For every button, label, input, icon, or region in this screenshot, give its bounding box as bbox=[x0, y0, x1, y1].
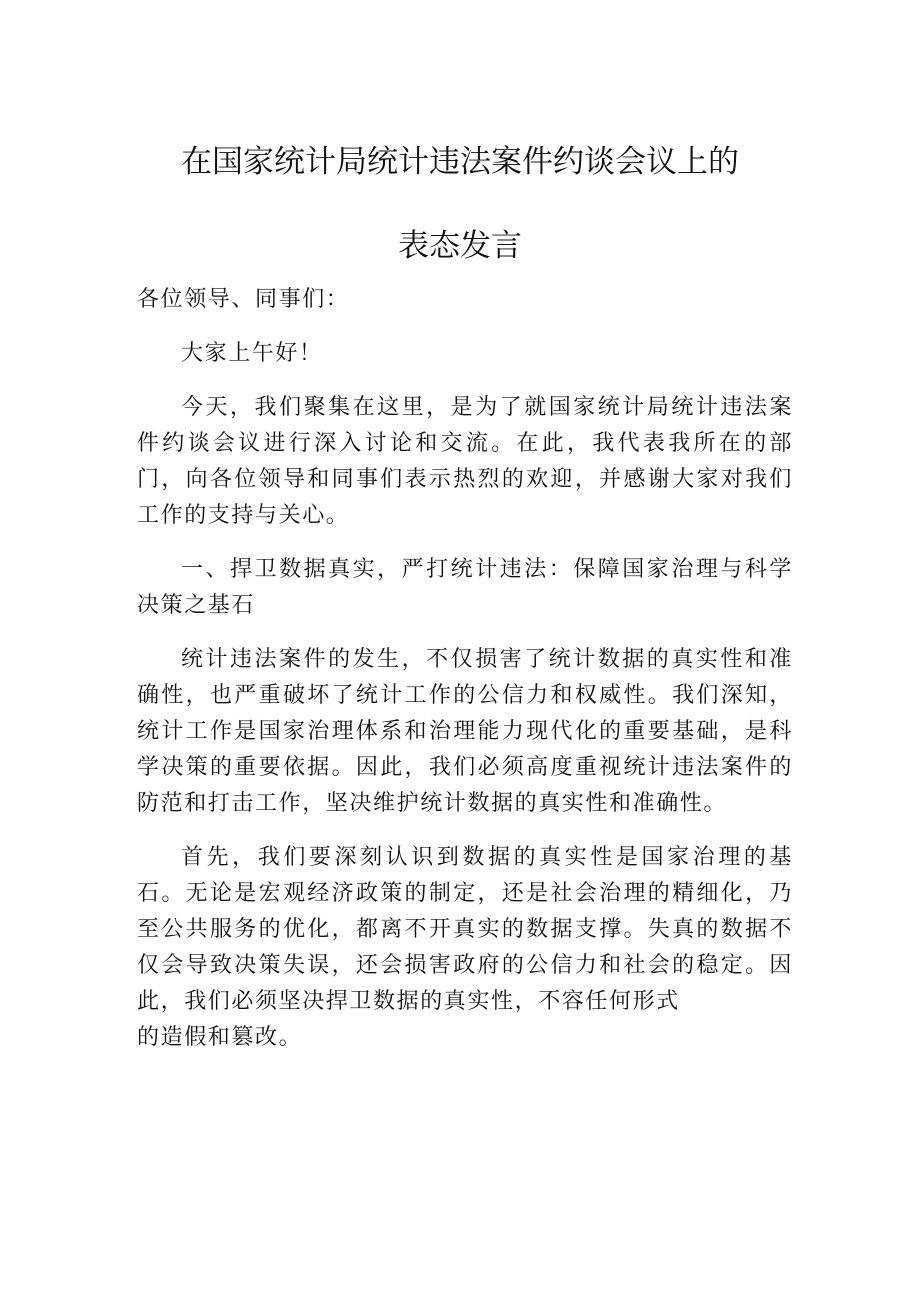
salutation: 各位领导、同事们： bbox=[137, 287, 350, 312]
section-heading-1: 一、捍卫数据真实，严打统计违法：保障国家治理与科学决策之基石 bbox=[137, 557, 793, 618]
paragraph-intro: 今天，我们聚集在这里，是为了就国家统计局统计违法案件约谈会议进行深入讨论和交流。在此，我代表我所在的部门，向各位领导和同事们表示热烈的欢迎，并感谢大家对我们工作的支持与关心。 bbox=[137, 395, 793, 528]
document-body bbox=[137, 282, 793, 1074]
document-title-line-1: 在国家统计局统计违法案件约谈会议上的 bbox=[181, 144, 739, 180]
paragraph-section-1: 统计违法案件的发生，不仅损害了统计数据的真实性和准确性，也严重破坏了统计工作的公信力和权威性。我们深知，统计工作是国家治理体系和治理能力现代化的重要基础，是科学决策的重要依据。因此，我们必须高度重视统计违法案件的防范和打击工作，坚决维护统计数据的真实性和准确性。 bbox=[137, 647, 793, 816]
paragraph-data-truth: 首先，我们要深刻认识到数据的真实性是国家治理的基石。无论是宏观经济政策的制定，还是社会治理的精细化，乃至公共服务的优化，都离不开真实的数据支撑。失真的数据不仅会导致决策失误，还会损害政府的公信力和社会的稳定。因此，我们必须坚决捍卫数据的真实性，不容任何形式 bbox=[137, 845, 793, 1014]
greeting: 大家上午好！ bbox=[181, 341, 323, 366]
paragraph-data-truth-tail: 的造假和篡改。 bbox=[137, 1025, 303, 1050]
document-title-line-2: 表态发言 bbox=[398, 228, 522, 264]
